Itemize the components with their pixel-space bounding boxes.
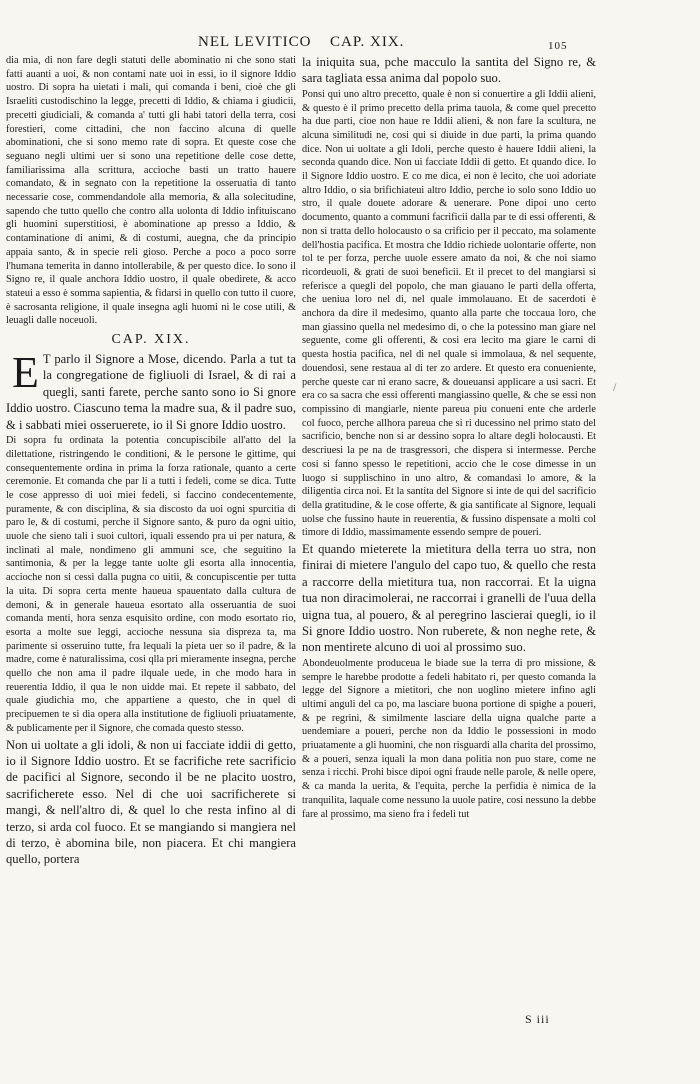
right-column <box>302 54 596 1064</box>
verses-paragraph: Non ui uoltate a gli idoli, & non ui facciate iddii di getto, io il Signore Iddio uostro. Et se facrifiche rete sacrificio de pacifici al Signore, secondo il be ne placito uostro, sacrificherete esso. Nel di che uoi sacrificherete si mangi, & nell'altro di, & quel lo che resta infino al di terzo, si arda col fuoco. Et se mangiando si mangiera nel di terzo, è abomina bile, non piacera. Et chi mangiera quello, portera <box>6 737 296 867</box>
header-chapter: CAP. XIX. <box>330 34 405 50</box>
margin-mark: / <box>613 380 617 394</box>
right-verses-2: Et quando mieterete la mietitura della terra uo stra, non finirai di mietere l'angulo del capo tuo, & quello che resta a raccorre della mietitura tua, non raccorrai. Et la uigna tua non diracimolerai, ne raccorrai i granelli de l'uua della uigna tua, al pouero, & al peregrino lascierai quegli, io il Si gnore Iddio uostro. Non ruberete, & non neghe rete, & non mentirete alcuno di uoi al prossimo suo. <box>302 542 596 655</box>
right-opening-verse: la iniquita sua, pche macculo la santita del Signo re, & sara tagliata essa anima dal popolo suo. <box>302 55 596 86</box>
commentary-paragraph: Di sopra fu ordinata la potentia concupiscibile all'atto del la dilettatione, ristringendo le conditioni, & le persone le gittime, qui consequentemente ordina in prima la forza rationale, quanto a certe ceremonie. Et comanda che par li a tutti i fedeli, come se dica. Tutte le cose appresso di uoi miei fedeli, si faccino condecentemente, puramente, & con disciplina, & sia discosto da uoi ogni spurcitia di paro le, & di costumi, perche il Signore santo, & puro da ogni uitio, uuole che sieno tali i suoi cultori, iquali essendo pra ui per natura, & inclinati al male, nondimeno gli ammuni sce, che seguitino la santimonia, & per la legge tante uolte gli esorta alla innocentia, accioche non si cessi dalla pugna co uitii, & concupiscentie per tutta la uita. Di sopra certa mente haueua spauentato dalla cultura de demoni, & in generale haueua esortato alla osseruantia de suoi comanda menti, hora senza esquisito ordine, con modo esortato rio, esorta a molte sue leggi, accioche nessuna sia dispreza ta, ma parimente si osseruino tutte, fra lequali la pieta uer so il padre, & la madre, come è naturalissima, cosi qlla pri mieramente insegna, perche quello che non ama il padre ilquale uede, in che modo hara in reuerentia Iddio, il qua le non uidde mai. Et repete il sabbato, del quale giudichia mo, che appartiene a questo, che in quel di precipuemen te si dia opera alla institutione de figliuoli priuatamente, & publicamente per il Signore, che comada questo stesso. <box>6 435 296 734</box>
right-commentary-1: Ponsi qui uno altro precetto, quale è non si conuertire a gli Iddii alieni, & questo è il primo precetto della prima tauola, & come quel precetto ha due parti, cioe non haue re Iddii alieni, & non fare la scultura, ne alcuna similitudi ne, cosi qui si diuide in due parti, la prima quando dice. Non ui uoltate a gli Idoli, perche questo è hauere Iddii alieni, la seconda quando dice. Non ui facciate Iddii di getto. Et quando dice. Io il Signore Iddio uostro. E co me dica, ei non è lecito, che uoi adoriate altro Iddio, o sia brifichiateui altro Iddio, perche io solo sono Iddio uo stro, il quale douete adorare & uenerare. Pone dipoi uno certo documento, quanto a communi facrificii dalla par te di essi offerenti, & non si tratta dello holocausto o sa crificio per il peccato, ma solamente dell'hostia pacifica. Et mostra che Iddio richiede uolontarie offerte, non tol te per forza, perche uuole essere amato da noi, & che noi siamo ricordeuoli, & grati de suoi beneficii. Et il precet to del mangiarsi si referisce a quegli del popolo, che man giauano le parti della offerta, che ueniua loro nel di, nel quale immolauano. Et de sacerdoti è anchora da dire il medesimo, quanto alla parte che toccaua loro, che man giassino quella nel medesimo di, o che la potessino man giare nel seguente, come gli offerenti, & cosi era lecito ma giare le carni di questa hostia pacifica, nel di nel quale si immolaua, & nel sequente, douendosi, sene restaua al di ter zo ardere. Et questo era conueniente, perche queste car ni erano sacre, & doueuansi applicare a usi sacri. Et era co sa sacra che essi offerenti mangiassino quelle, & che se essi non compissino di mangiarle, niente pareua piu conueni ente che arderle col fuoco, perche allhora pareua che si ri ducessino nel primo stato del sacrificio, benche non si ar dessino sopra lo altare degli holocausti. Et descriuesi la pe na de trasgressori, che dispera si intermesse. Perche cosi si fanno spesso le repetitioni, accio che le cose dimesse in un luogo si supplischino in uno altro, & comandasi lo amore, & la diligentia circa noi. Et la santita del Signore si inte de qui del sacrificio della gratitudine, & le cose offerte, & gia santificate al Signore, lequali uolse che fussino haute in reuerentia, & fussino dispensate a molti col timore di Iddio, massimamente essendo sempre de poueri. <box>302 88 596 539</box>
page-header <box>0 30 700 54</box>
drop-cap: E <box>12 348 39 398</box>
chapter-heading: CAP. XIX. <box>111 332 191 348</box>
signature-mark: S iii <box>525 1012 550 1026</box>
folio-number: 105 <box>548 40 568 52</box>
left-column <box>6 54 296 1064</box>
intro-commentary: dia mia, di non fare degli statuti delle abominatio ni che sono stati fatti auanti a uoi, & non contami nate uoi in essi, io il signore Iddio uostro. Di sopra ha uietati i mali, qui comanda i beni, cioè che gli Israeliti custodischino la legge, precetti di Iddio, & chiama i giudicii, precetti giudiciali, & comanda a' tutti gli habi tatori della terra, cosi forestieri, come cittadini, che non faccino alcuna di quelle abominationi, che si sono memo rate di sopra. Et queste cose che seguano negli ultimi uer si sono una repetitione delle cose dette, familiarissima alla scrittura, accioche basti un tratto hauere comandato, & in segnato con la repetitione la osseruatia di tanto necessarie cose, commendandole alla memoria, & alla solecitudine, sapendo che tutto quello che contro alla uolonta di Iddio infituiscano gli huomini superstitiosi, è abominatione ap presso a Iddio, & contaminatione di animi, & di costumi, auegna, che da principio appaia santo, & in specie reli gioso. Perche a poco a poco sorre l'humana temerita in danno intollerabile, & per questo dice. Io sono il Signo re, il quale anchora Iddio uostro, il quale obedirete, & acco stateui a esso è somma sapientia, & fidarsi in quello con tutto il cuore, è sacrosanta religione, il quale insegna agli huomi ni le cose utili, & leuagli dalle noceuoli. <box>6 55 296 327</box>
chapter-opening <box>6 348 296 433</box>
right-commentary-2: Abondeuolmente produceua le biade sue la terra di pro missione, & sempre le harebbe prodotte a fedeli habitato ri, per questo comanda la legge del Signore a mietitori, che non uoglino mietere infino agli ultimi anguli del ca po, ma lasciare buona portione di spighe a poueri, & pe regrini, & similmente lasciare della uigna qualche parte a uendemiare a poueri, perche non da Iddio le possessioni in modo priuatamente a gli huomini, che non risguardi alla charita del prossimo, & a poueri, senza iquali la mon dana politia non puo stare, come ne senza i ricchi. Prohi bisce dipoi ogni fraude nelle parole, & nelle opere, & ca manda la uerita, & l'equita, perche la perfidia è nimica de la tranquilita, laquale come nessuno la uuole patire, cosi nessuno la debbe fare al prossimo, ma sieno fra i fedeli tut <box>302 657 596 820</box>
opening-text: T parlo il Signore a Mose, dicendo. Parla a tut ta la congregatione de figliuoli di Israel, & di rai a quegli, santi farete, perche santo sono io Si gnore Iddio uostro. Ciascuno tema la madre sua, & il padre suo, & i sabbati miei osseruerete, io il Si gnore Iddio uostro. <box>6 352 296 432</box>
running-title: NEL LEVITICO <box>198 34 312 50</box>
